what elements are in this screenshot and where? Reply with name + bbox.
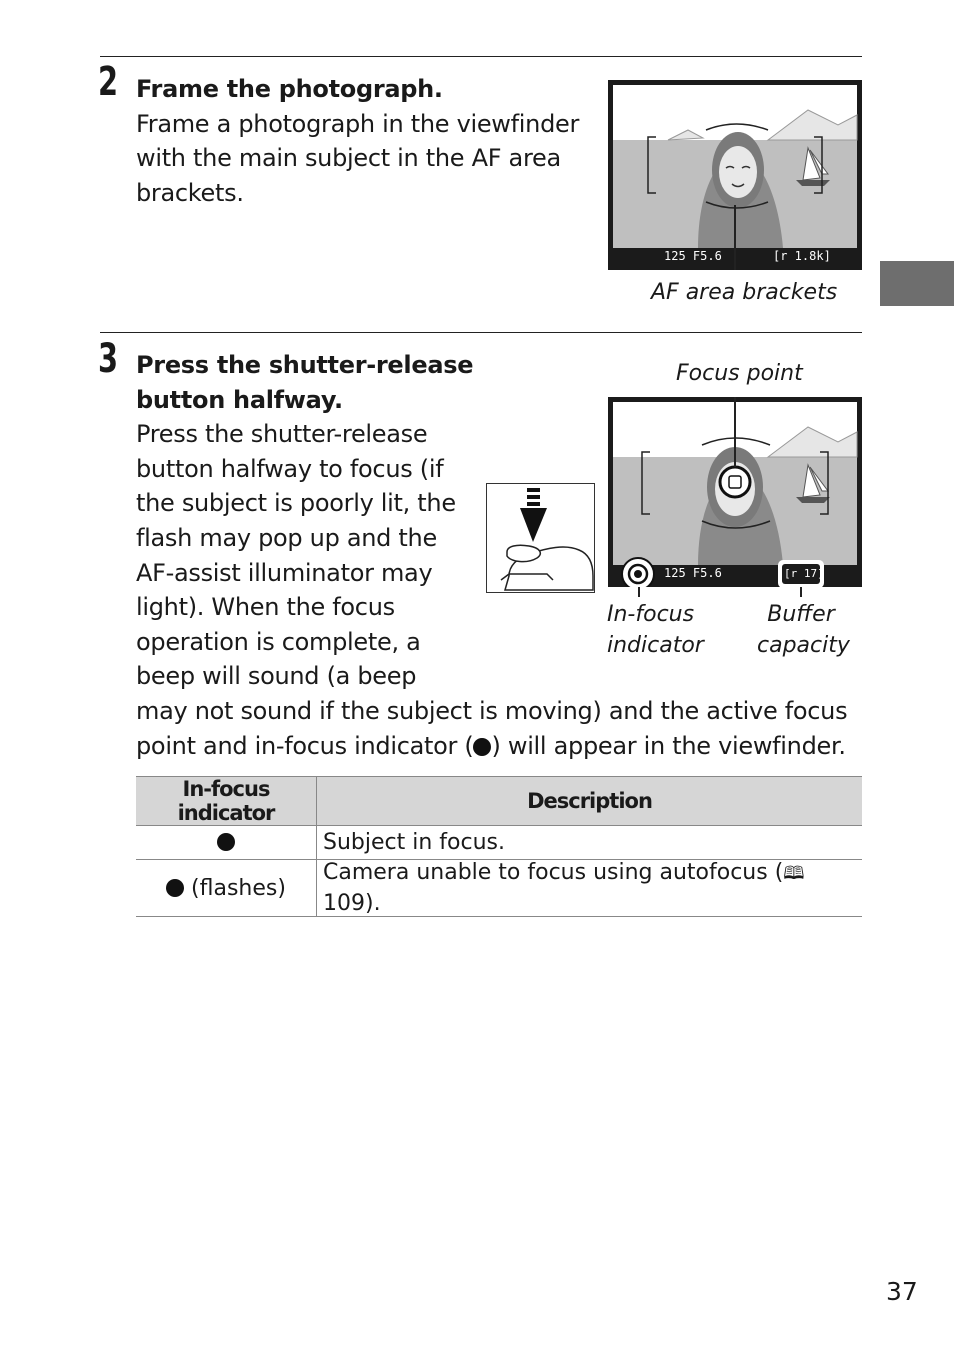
filled-circle-icon <box>166 879 184 897</box>
text-line: with the main subject in the AF area <box>136 144 561 173</box>
text-line: light). When the focus <box>136 593 395 622</box>
af-area-brackets-caption: AF area brackets <box>651 280 838 305</box>
in-focus-indicator-table <box>136 776 862 917</box>
text-line: the subject is poorly lit, the <box>136 489 456 518</box>
buffer-capacity-caption <box>757 599 850 661</box>
shutter-press-illustration <box>486 483 595 593</box>
viewfinder-scene <box>608 80 862 270</box>
focus-point-caption: Focus point <box>676 361 803 386</box>
viewfinder-readout: [r 1.8k] <box>773 249 831 263</box>
text-line: Frame a photograph in the viewfinder <box>136 109 580 138</box>
description-cell: Subject in focus. <box>317 826 863 860</box>
text-line: may not sound if the subject is moving) and the active focus <box>136 696 848 725</box>
caption-line: indicator <box>607 633 704 658</box>
indicator-cell <box>136 826 317 860</box>
indicator-text: (flashes) <box>184 875 286 901</box>
leader-line <box>800 587 802 597</box>
page-reference[interactable]: 109 <box>323 891 365 916</box>
description-text: ). <box>365 891 381 916</box>
viewfinder-readout: 125 F5.6 <box>664 249 722 263</box>
text-line: operation is complete, a <box>136 627 421 656</box>
caption-line: Buffer <box>767 602 835 627</box>
text-line: flash may pop up and the <box>136 523 437 552</box>
in-focus-indicator-caption <box>607 599 704 661</box>
caption-line: In-focus <box>607 602 695 627</box>
text-line: beep will sound (a beep <box>136 662 417 691</box>
text-line: button halfway to focus (if <box>136 454 444 483</box>
step-title: Press the shutter-release <box>136 351 474 379</box>
page-number: 37 <box>886 1277 918 1306</box>
text-line: Press the shutter-release <box>136 420 428 449</box>
column-header: Description <box>317 777 863 826</box>
chapter-tab <box>880 261 954 306</box>
table-header-row <box>136 777 862 826</box>
step-number: 3 <box>98 336 119 382</box>
section-rule <box>100 56 862 57</box>
filled-circle-icon <box>473 738 491 756</box>
leader-line <box>638 587 640 597</box>
viewfinder-scene <box>608 397 862 587</box>
step-title: button halfway. <box>136 385 343 414</box>
buffer-readout: [r 17] <box>784 567 824 580</box>
caption-line: capacity <box>757 633 850 658</box>
viewfinder-illustration <box>608 80 862 270</box>
description-text: Camera unable to focus using autofocus ( <box>323 860 784 885</box>
step-2-text <box>136 72 579 210</box>
text-line <box>136 729 847 764</box>
text-line: brackets. <box>136 178 244 207</box>
manual-page-icon: 🕮 <box>783 863 805 884</box>
text-fragment: ) will appear in the viewfinder. <box>491 731 846 760</box>
description-cell <box>317 860 863 917</box>
step-title: Frame the photograph. <box>136 75 443 103</box>
column-header: In-focus indicator <box>136 777 317 826</box>
text-line: AF-assist illuminator may <box>136 558 433 587</box>
filled-circle-icon <box>217 833 235 851</box>
section-rule <box>100 332 862 333</box>
viewfinder-readout: 125 F5.6 <box>664 566 722 580</box>
table-row <box>136 860 862 917</box>
finger-press-icon <box>487 484 594 592</box>
text-fragment: point and in-focus indicator ( <box>136 731 474 760</box>
table-row <box>136 826 862 860</box>
viewfinder-illustration <box>608 397 862 587</box>
step-number: 2 <box>98 59 119 105</box>
indicator-cell <box>136 860 317 917</box>
